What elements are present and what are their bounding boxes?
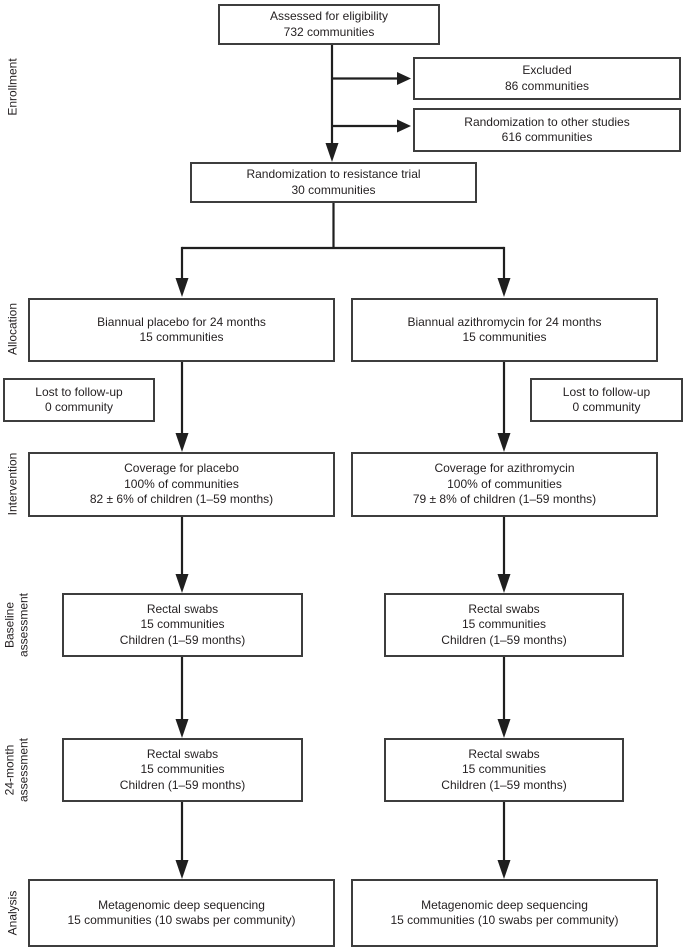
stage-label-text: assessment — [16, 592, 30, 658]
box-text-line: Biannual azithromycin for 24 months — [407, 314, 602, 329]
box-text-line: 0 community — [572, 400, 641, 414]
arrowhead-down-cov-right — [498, 433, 511, 452]
arrowhead-down-alloc-right — [498, 278, 511, 297]
box-lost-to-followup-placebo — [3, 378, 155, 422]
box-assessed-for-eligibility — [218, 4, 440, 45]
arrowhead-down-resistance — [326, 143, 339, 162]
box-text-line: 15 communities — [139, 330, 224, 344]
box-text-line: 100% of communities — [124, 476, 239, 491]
box-text-line: Children (1–59 months) — [441, 777, 567, 792]
arrowhead-down-cov-left — [176, 433, 189, 452]
box-lost-to-followup-azithromycin — [530, 378, 683, 422]
box-text-line: 82 ± 6% of children (1–59 months) — [89, 492, 274, 507]
box-coverage-placebo — [28, 452, 335, 517]
stage-label-text: Baseline — [2, 601, 17, 649]
box-coverage-azithromycin — [351, 452, 658, 517]
box-randomization-resistance-trial — [190, 162, 477, 203]
box-text-line: 15 communities — [461, 617, 547, 632]
box-text-line: 15 communities — [462, 330, 547, 344]
stage-label-text: Allocation — [5, 302, 20, 356]
stage-label-text: Enrollment — [5, 58, 20, 116]
box-excluded — [413, 57, 681, 100]
box-24month-rectal-swabs-azithromycin — [384, 738, 624, 802]
box-analysis-sequencing-placebo — [28, 879, 335, 947]
stage-label-text: Analysis — [5, 890, 20, 936]
box-text-line: Excluded — [522, 63, 572, 77]
box-text-line: 15 communities (10 swabs per community) — [67, 913, 296, 927]
arrowhead-down-analysis-right — [498, 860, 511, 879]
box-text-line: Metagenomic deep sequencing — [421, 897, 588, 912]
stage-label-text: assessment — [16, 737, 30, 803]
box-text-line: Children (1–59 months) — [119, 777, 246, 792]
box-text-line: Assessed for eligibility — [269, 9, 389, 23]
box-allocation-azithromycin — [351, 298, 658, 362]
box-text-line: 15 communities — [140, 762, 225, 777]
stage-label-text: Intervention — [5, 452, 20, 516]
arrowhead-down-alloc-left — [176, 278, 189, 297]
box-text-line: Rectal swabs — [146, 601, 219, 616]
box-randomization-other-studies — [413, 108, 681, 152]
box-text-line: Randomization to resistance trial — [246, 167, 421, 181]
arrowhead-right-excluded — [397, 72, 411, 85]
box-text-line: 86 communities — [504, 78, 590, 93]
box-text-line: 0 community — [44, 400, 114, 414]
box-text-line: Children (1–59 months) — [119, 632, 246, 647]
box-text-line: Lost to follow-up — [35, 384, 123, 399]
box-text-line: Rectal swabs — [146, 746, 219, 761]
arrowhead-down-base-right — [498, 574, 511, 593]
box-text-line: 100% of communities — [447, 476, 562, 491]
box-text-line: Rectal swabs — [468, 601, 540, 616]
box-analysis-sequencing-azithromycin — [351, 879, 658, 947]
box-text-line: Coverage for azithromycin — [434, 461, 575, 476]
box-24month-rectal-swabs-placebo — [62, 738, 303, 802]
box-text-line: Randomization to other studies — [464, 114, 630, 129]
box-text-line: 15 communities — [140, 617, 225, 632]
box-text-line: 616 communities — [501, 130, 593, 144]
arrowhead-right-other-studies — [397, 120, 411, 133]
box-text-line: 15 communities — [461, 762, 547, 777]
box-baseline-rectal-swabs-placebo — [62, 593, 303, 657]
box-text-line: Rectal swabs — [468, 746, 540, 761]
box-text-line: Metagenomic deep sequencing — [98, 897, 265, 912]
box-text-line: Coverage for placebo — [124, 461, 239, 476]
box-text-line: 15 communities (10 swabs per community) — [390, 913, 619, 927]
arrowhead-down-analysis-left — [176, 860, 189, 879]
arrowhead-down-base-left — [176, 574, 189, 593]
box-text-line: 30 communities — [291, 182, 376, 197]
box-baseline-rectal-swabs-azithromycin — [384, 593, 624, 657]
arrowhead-down-m24-right — [498, 719, 511, 738]
box-text-line: 732 communities — [283, 24, 375, 39]
stage-label-text: 24-month — [2, 744, 17, 796]
box-text-line: 79 ± 8% of children (1–59 months) — [412, 492, 597, 507]
arrowhead-down-m24-left — [176, 719, 189, 738]
box-text-line: Children (1–59 months) — [441, 632, 567, 647]
box-text-line: Biannual placebo for 24 months — [97, 314, 266, 329]
box-text-line: Lost to follow-up — [562, 384, 651, 399]
box-allocation-placebo — [28, 298, 335, 362]
